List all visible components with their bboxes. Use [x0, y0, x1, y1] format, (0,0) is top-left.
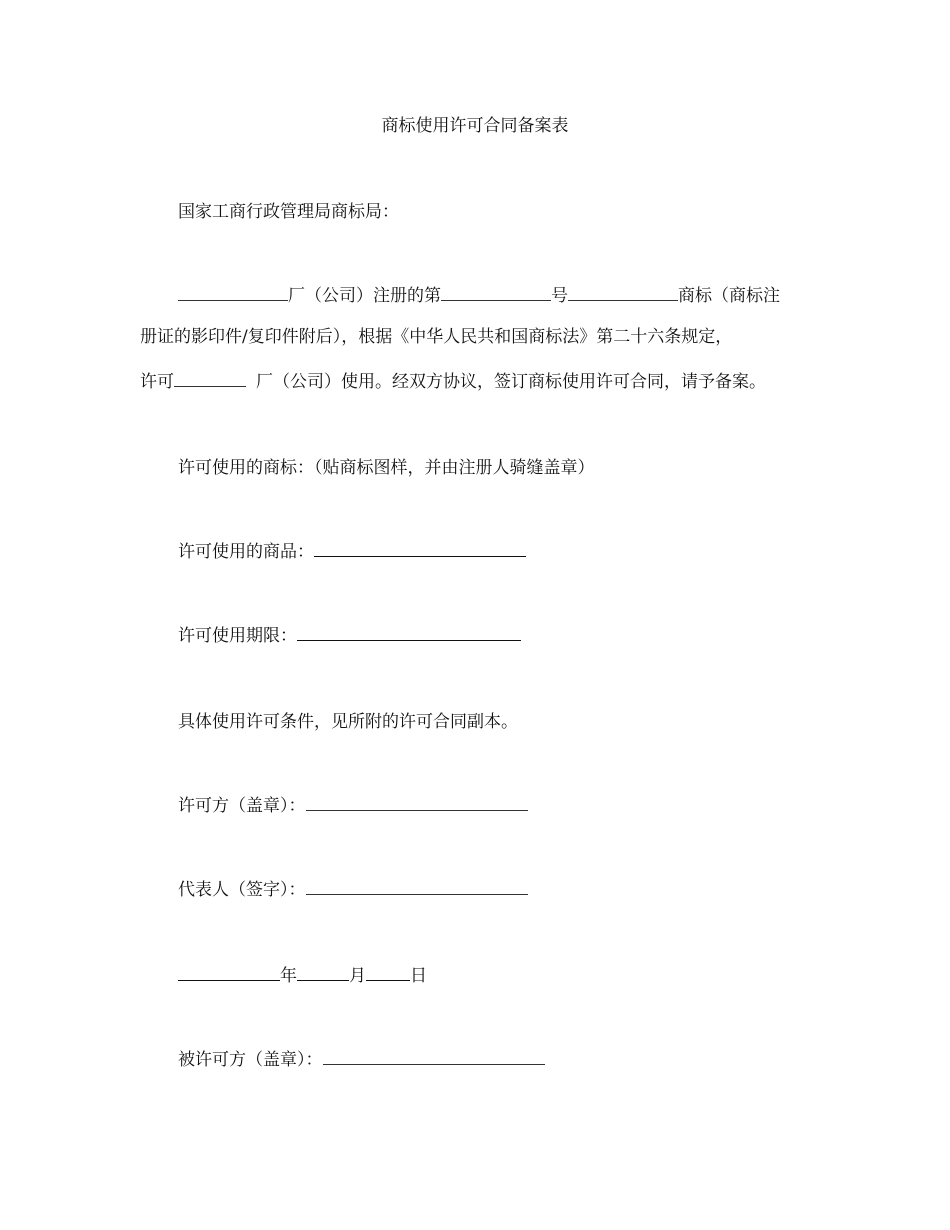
- body-text-1b: 号: [551, 286, 568, 306]
- licensor-blank[interactable]: [306, 794, 528, 811]
- month-blank[interactable]: [297, 964, 349, 981]
- goods-blank[interactable]: [314, 540, 526, 557]
- date-row: [178, 964, 427, 988]
- body-line-1: [178, 284, 780, 308]
- trademark-label: 许可使用的商标：（贴商标图样，并由注册人骑缝盖章）: [178, 458, 595, 478]
- term-row: [178, 624, 521, 648]
- body-line-3: [140, 370, 766, 394]
- conditions-text: 具体使用许可条件，见所附的许可合同副本。: [178, 712, 518, 732]
- day-blank[interactable]: [366, 964, 410, 981]
- addressee: 国家工商行政管理局商标局：: [178, 202, 399, 222]
- body-text-1c: 商标（商标注: [678, 286, 780, 306]
- licensee-name-blank[interactable]: [174, 370, 246, 387]
- representative-row: [178, 878, 528, 902]
- body-text-3b: 厂（公司）使用。经双方协议，签订商标使用许可合同，请予备案。: [256, 372, 766, 392]
- representative-blank[interactable]: [306, 878, 528, 895]
- licensee-label: 被许可方（盖章）：: [178, 1050, 323, 1070]
- representative-label: 代表人（签字）：: [178, 880, 306, 900]
- factory-name-blank[interactable]: [178, 284, 288, 301]
- goods-row: [178, 540, 526, 564]
- licensor-row: [178, 794, 528, 818]
- term-blank[interactable]: [297, 624, 521, 641]
- term-label: 许可使用期限：: [178, 626, 297, 646]
- trademark-name-blank[interactable]: [568, 284, 678, 301]
- licensee-blank[interactable]: [323, 1048, 545, 1065]
- year-blank[interactable]: [178, 964, 280, 981]
- body-text-1a: 厂（公司）注册的第: [288, 286, 441, 306]
- goods-label: 许可使用的商品：: [178, 542, 314, 562]
- licensor-label: 许可方（盖章）：: [178, 796, 306, 816]
- licensee-row: [178, 1048, 545, 1072]
- body-text-3a: 许可: [140, 372, 174, 392]
- month-label: 月: [349, 966, 366, 986]
- year-label: 年: [280, 966, 297, 986]
- registration-number-blank[interactable]: [441, 284, 551, 301]
- day-label: 日: [410, 966, 427, 986]
- body-line-2: 册证的影印件/复印件附后），根据《中华人民共和国商标法》第二十六条规定，: [140, 327, 733, 347]
- document-title: 商标使用许可合同备案表: [381, 116, 569, 136]
